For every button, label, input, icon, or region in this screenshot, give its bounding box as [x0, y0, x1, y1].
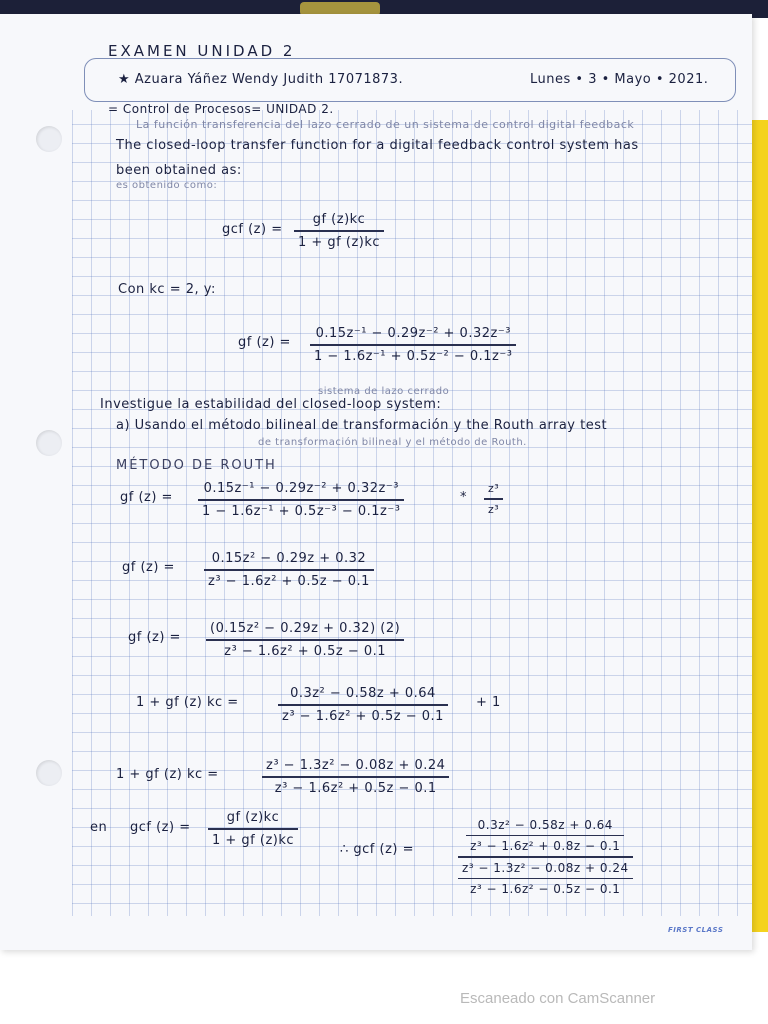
notebook-brand: FIRST CLASS — [668, 926, 724, 934]
fraction-denominator: z³ − 1.6z² + 0.5z − 0.1 — [224, 643, 387, 659]
page-bottom-margin — [0, 916, 752, 950]
given-kc: Con kc = 2, y: — [118, 282, 216, 297]
step6-fraction — [208, 810, 298, 848]
fraction-denominator: 1 + gf (z)kc — [298, 234, 381, 250]
binder-hole — [36, 126, 62, 152]
step4-fraction — [278, 686, 448, 724]
binder-hole — [36, 430, 62, 456]
note-lazo-cerrado: sistema de lazo cerrado — [318, 386, 450, 397]
exam-title: EXAMEN UNIDAD 2 — [108, 42, 296, 60]
step5-lhs: 1 + gf (z) kc = — [116, 767, 219, 782]
fraction-numerator: gf (z)kc — [226, 810, 280, 825]
problem-spanish-note: es obtenido como: — [116, 180, 218, 191]
step1-lhs: gf (z) = — [120, 490, 173, 505]
fraction-denominator: z³ — [488, 502, 500, 516]
step3-fraction — [206, 621, 404, 659]
exam-date: Lunes • 3 • Mayo • 2021. — [530, 72, 709, 87]
step6-prefix: en — [90, 820, 108, 835]
fraction-denominator: 1 − 1.6z⁻¹ + 0.5z⁻³ − 0.1z⁻³ — [202, 503, 401, 519]
binder-hole — [36, 760, 62, 786]
scanner-watermark: Escaneado con CamScanner — [460, 990, 656, 1007]
final-top-fraction — [466, 818, 624, 853]
fraction-denominator: 1 + gf (z)kc — [212, 832, 295, 848]
fraction-numerator: 0.15z² − 0.29z + 0.32 — [211, 551, 367, 566]
fraction-numerator: z³ − 1.3z² − 0.08z + 0.24 — [462, 861, 629, 875]
fraction-numerator: 0.3z² − 0.58z + 0.64 — [477, 818, 613, 832]
page-left-margin — [0, 14, 72, 950]
fraction-numerator: 0.3z² − 0.58z + 0.64 — [290, 686, 436, 701]
final-fraction — [458, 818, 633, 896]
part-a-note: de transformación bilineal y el método de Routh. — [258, 437, 527, 448]
step2-lhs: gf (z) = — [122, 560, 175, 575]
gf-fraction — [310, 326, 516, 364]
investigate-line: Investigue la estabilidad del closed-loop system: — [100, 397, 442, 412]
step5-fraction — [262, 758, 449, 796]
closed-loop-lhs: gcf (z) = — [222, 222, 283, 237]
step2-fraction — [204, 551, 374, 589]
fraction-denominator: 1 − 1.6z⁻¹ + 0.5z⁻² − 0.1z⁻³ — [314, 348, 513, 364]
step1-multiplier-fraction — [484, 482, 503, 516]
step4-lhs: 1 + gf (z) kc = — [136, 695, 239, 710]
problem-english-line-2: been obtained as: — [116, 163, 242, 178]
fraction-denominator: z³ − 1.6z² + 0.5z − 0.1 — [208, 573, 370, 589]
fraction-denominator: z³ − 1.6z² + 0.5z − 0.1 — [274, 780, 437, 796]
closed-loop-fraction — [294, 212, 384, 250]
problem-english-line-1: The closed-loop transfer function for a digital feedback control system has — [116, 138, 639, 153]
gf-lhs: gf (z) = — [238, 335, 291, 350]
step4-plus-one: + 1 — [476, 695, 501, 710]
part-a-line: a) Usando el método bilineal de transformación y the Routh array test — [116, 418, 608, 433]
fraction-numerator: z³ — [488, 482, 500, 495]
course-line: = Control de Procesos= UNIDAD 2. — [108, 102, 334, 116]
fraction-denominator: z³ − 1.6z² + 0.5z − 0.1 — [282, 708, 444, 724]
fraction-numerator: (0.15z² − 0.29z + 0.32) (2) — [210, 621, 401, 636]
step6-lhs: gcf (z) = — [130, 820, 191, 835]
fraction-numerator: 0.15z⁻¹ − 0.29z⁻² + 0.32z⁻³ — [315, 326, 511, 341]
step1-fraction — [198, 481, 404, 519]
fraction-numerator: 0.15z⁻¹ − 0.29z⁻² + 0.32z⁻³ — [203, 481, 399, 496]
fraction-numerator: z³ − 1.3z² − 0.08z + 0.24 — [266, 758, 446, 773]
problem-spanish-line: La función transferencia del lazo cerrado de un sistema de control digital feedback — [136, 118, 635, 131]
step3-lhs: gf (z) = — [128, 630, 181, 645]
therefore-lhs: ∴ gcf (z) = — [340, 842, 415, 857]
fraction-denominator: z³ − 1.6z² − 0.5z − 0.1 — [470, 882, 621, 896]
fraction-denominator: z³ − 1.6z² + 0.8z − 0.1 — [470, 839, 621, 853]
fraction-numerator: gf (z)kc — [312, 212, 366, 227]
step1-multiply: * — [460, 490, 467, 505]
main-fraction-bar — [458, 856, 633, 858]
method-heading: MÉTODO DE ROUTH — [116, 458, 277, 473]
final-bottom-fraction — [458, 861, 633, 896]
student-name: ★ Azuara Yáñez Wendy Judith 17071873. — [118, 72, 404, 87]
